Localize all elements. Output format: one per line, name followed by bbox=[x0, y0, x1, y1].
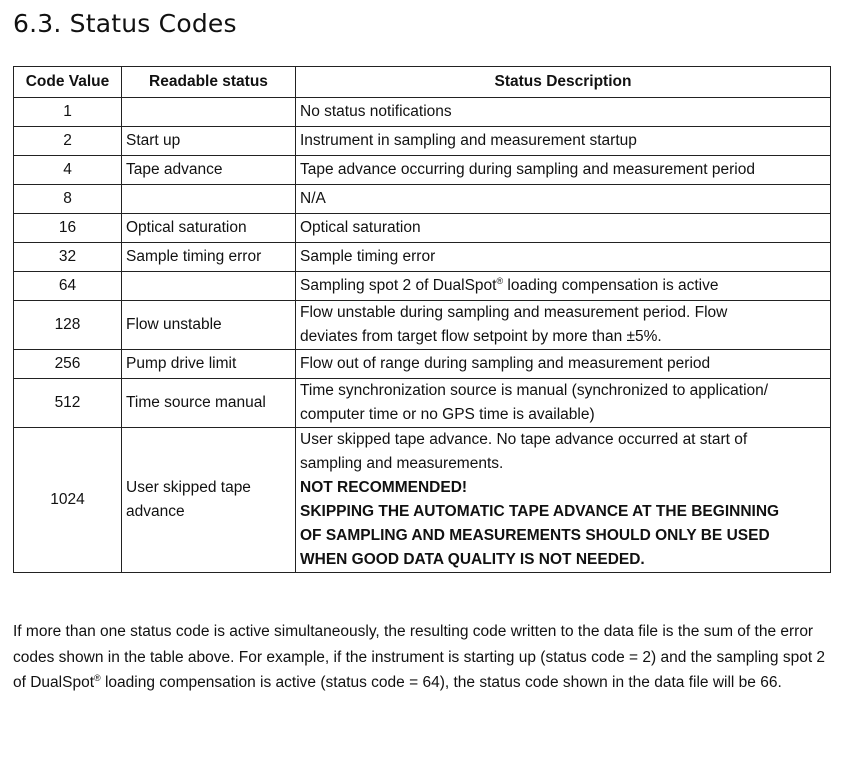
readable-status: Sample timing error bbox=[122, 243, 296, 272]
readable-status bbox=[122, 272, 296, 301]
header-code-value: Code Value bbox=[14, 67, 122, 98]
status-description: N/A bbox=[296, 185, 831, 214]
code-value: 1024 bbox=[14, 428, 122, 573]
table-row bbox=[14, 214, 831, 243]
readable-status: Pump drive limit bbox=[122, 350, 296, 379]
warning-not-recommended: NOT RECOMMENDED! bbox=[300, 479, 468, 496]
registered-mark: ® bbox=[496, 275, 504, 286]
code-value: 8 bbox=[14, 185, 122, 214]
code-value: 256 bbox=[14, 350, 122, 379]
table-row bbox=[14, 98, 831, 127]
registered-mark: ® bbox=[94, 672, 101, 683]
status-description: Sample timing error bbox=[296, 243, 831, 272]
table-row bbox=[14, 301, 831, 350]
page-title: 6.3. Status Codes bbox=[13, 9, 237, 38]
header-status-description: Status Description bbox=[296, 67, 831, 98]
status-description: Tape advance occurring during sampling and measurement period bbox=[296, 156, 831, 185]
table-row bbox=[14, 243, 831, 272]
readable-status: Tape advance bbox=[122, 156, 296, 185]
table-row bbox=[14, 379, 831, 428]
code-value: 128 bbox=[14, 301, 122, 350]
code-value: 4 bbox=[14, 156, 122, 185]
table-row bbox=[14, 350, 831, 379]
code-value: 64 bbox=[14, 272, 122, 301]
code-value: 2 bbox=[14, 127, 122, 156]
code-value: 16 bbox=[14, 214, 122, 243]
readable-status: User skipped tape advance bbox=[122, 428, 296, 573]
status-description: User skipped tape advance. No tape advance occurred at start of sampling and measurements. NOT RECOMMENDED! SKIPPING THE AUTOMATIC TAPE ADVANCE AT THE BEGINNING OF SAMPLING AND MEASUREMENTS SHOULD ONLY BE USED WHEN GOOD DATA QUALITY IS NOT NEEDED. bbox=[296, 428, 831, 573]
status-description: Flow unstable during sampling and measurement period. Flow deviates from target flow setpoint by more than ±5%. bbox=[296, 301, 831, 350]
warning-text: SKIPPING THE AUTOMATIC TAPE ADVANCE AT THE BEGINNING bbox=[300, 503, 780, 520]
table-row bbox=[14, 127, 831, 156]
readable-status: Flow unstable bbox=[122, 301, 296, 350]
table-row bbox=[14, 428, 831, 573]
table-row bbox=[14, 156, 831, 185]
readable-status: Time source manual bbox=[122, 379, 296, 428]
status-description: Time synchronization source is manual (synchronized to application/ computer time or no GPS time is available) bbox=[296, 379, 831, 428]
readable-status: Optical saturation bbox=[122, 214, 296, 243]
status-description: Sampling spot 2 of DualSpot® loading compensation is active bbox=[296, 272, 831, 301]
code-value: 1 bbox=[14, 98, 122, 127]
status-description: Optical saturation bbox=[296, 214, 831, 243]
readable-status bbox=[122, 185, 296, 214]
warning-text: OF SAMPLING AND MEASUREMENTS SHOULD ONLY BE USED bbox=[300, 527, 770, 544]
table-header-row bbox=[14, 67, 831, 98]
status-description: No status notifications bbox=[296, 98, 831, 127]
readable-status: Start up bbox=[122, 127, 296, 156]
status-code-sum-note: If more than one status code is active simultaneously, the resulting code written to the data file is the sum of the error codes shown in the table above. For example, if the instrument is starting up (status code = 2) and the sampling spot 2 of DualSpot® loading compensation is active (status code = 64), the status code shown in the data file will be 66. bbox=[13, 623, 826, 691]
table-row bbox=[14, 185, 831, 214]
status-description: Instrument in sampling and measurement startup bbox=[296, 127, 831, 156]
code-value: 512 bbox=[14, 379, 122, 428]
readable-status bbox=[122, 98, 296, 127]
table-row bbox=[14, 272, 831, 301]
warning-text: WHEN GOOD DATA QUALITY IS NOT NEEDED. bbox=[300, 551, 645, 568]
header-readable-status: Readable status bbox=[122, 67, 296, 98]
code-value: 32 bbox=[14, 243, 122, 272]
status-codes-table bbox=[13, 66, 831, 573]
status-description: Flow out of range during sampling and measurement period bbox=[296, 350, 831, 379]
